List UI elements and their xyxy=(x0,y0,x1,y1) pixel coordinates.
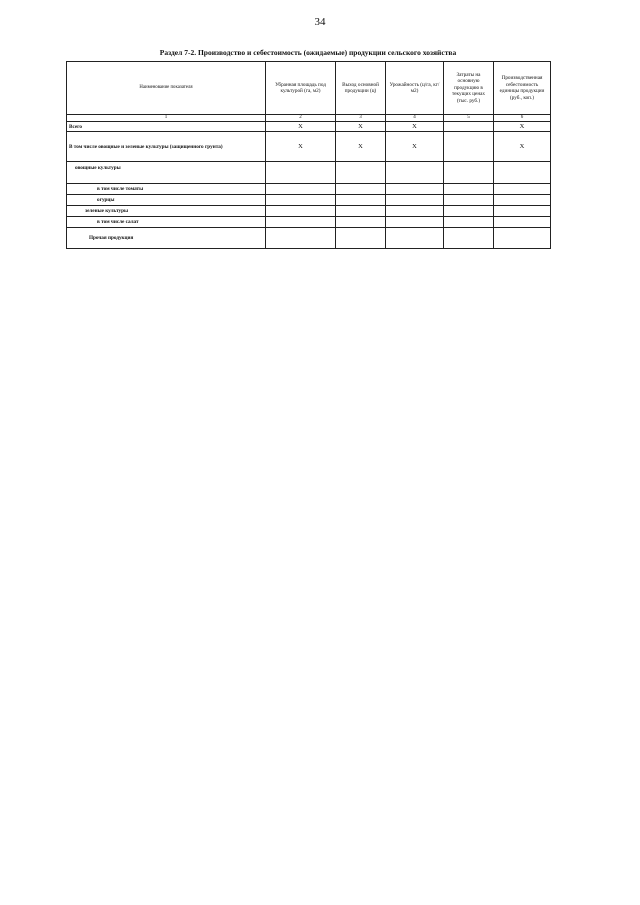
table-cell xyxy=(336,195,386,206)
report-table xyxy=(66,61,551,249)
row-label: зеленые культуры xyxy=(67,206,266,217)
table-cell xyxy=(386,184,444,195)
table-row xyxy=(67,206,551,217)
header-output: Выход основной продукции (ц) xyxy=(336,62,386,115)
column-number: 3 xyxy=(336,115,386,122)
row-label: в том числе томаты xyxy=(67,184,266,195)
table-cell: X xyxy=(386,132,444,162)
table-cell xyxy=(336,184,386,195)
table-cell: X xyxy=(494,122,551,132)
table-cell xyxy=(444,206,494,217)
table-cell xyxy=(386,162,444,184)
table-cell xyxy=(266,228,336,249)
table-cell: X xyxy=(266,132,336,162)
table-row xyxy=(67,122,551,132)
header-unit-cost: Производственная себестоимость единицы продукции (руб., коп.) xyxy=(494,62,551,115)
row-label: в том числе салат xyxy=(67,217,266,228)
header-harvested-area: Убранная площадь под культурой (га, м2) xyxy=(266,62,336,115)
table-cell xyxy=(494,195,551,206)
header-indicator-name: Наименование показателя xyxy=(67,62,266,115)
table-cell xyxy=(336,228,386,249)
column-number: 1 xyxy=(67,115,266,122)
table-cell xyxy=(266,217,336,228)
table-cell: X xyxy=(336,122,386,132)
table-cell xyxy=(336,206,386,217)
column-number: 6 xyxy=(494,115,551,122)
table-row xyxy=(67,217,551,228)
table-cell: X xyxy=(266,122,336,132)
table-cell xyxy=(266,206,336,217)
table-cell xyxy=(266,184,336,195)
table-cell xyxy=(494,162,551,184)
section-title: Раздел 7-2. Производство и себестоимость (ожидаемые) продукции сельского хозяйства xyxy=(159,48,457,57)
header-costs: Затраты на основную продукцию в текущих ценах (тыс. руб.) xyxy=(444,62,494,115)
table-row xyxy=(67,184,551,195)
row-label: овощные культуры xyxy=(67,162,266,184)
table-cell xyxy=(494,217,551,228)
row-label: В том числе овощные и зеленые культуры (защищенного грунта) xyxy=(67,132,266,162)
column-number-row xyxy=(67,115,551,122)
table-cell xyxy=(444,122,494,132)
table-cell xyxy=(386,195,444,206)
table-cell: X xyxy=(494,132,551,162)
column-number: 2 xyxy=(266,115,336,122)
table-cell xyxy=(336,162,386,184)
table-cell xyxy=(494,184,551,195)
page-number: 34 xyxy=(314,16,326,28)
table-cell xyxy=(444,217,494,228)
row-label: Всего xyxy=(67,122,266,132)
header-yield: Урожайность (ц/га, кг/м2) xyxy=(386,62,444,115)
table-cell xyxy=(386,217,444,228)
table-cell xyxy=(386,206,444,217)
table-cell xyxy=(336,217,386,228)
column-number: 4 xyxy=(386,115,444,122)
table-row xyxy=(67,132,551,162)
table-cell xyxy=(266,195,336,206)
table-cell xyxy=(444,195,494,206)
table-row xyxy=(67,228,551,249)
table-cell xyxy=(266,162,336,184)
table-cell xyxy=(386,228,444,249)
table-cell xyxy=(444,228,494,249)
table-row xyxy=(67,162,551,184)
column-number: 5 xyxy=(444,115,494,122)
row-label: Прочая продукция xyxy=(67,228,266,249)
table-cell: X xyxy=(386,122,444,132)
table-cell: X xyxy=(336,132,386,162)
table-cell xyxy=(494,228,551,249)
table-cell xyxy=(444,184,494,195)
table-cell xyxy=(494,206,551,217)
table-cell xyxy=(444,162,494,184)
table-row xyxy=(67,195,551,206)
header-row xyxy=(67,62,551,115)
row-label: огурцы xyxy=(67,195,266,206)
table-cell xyxy=(444,132,494,162)
